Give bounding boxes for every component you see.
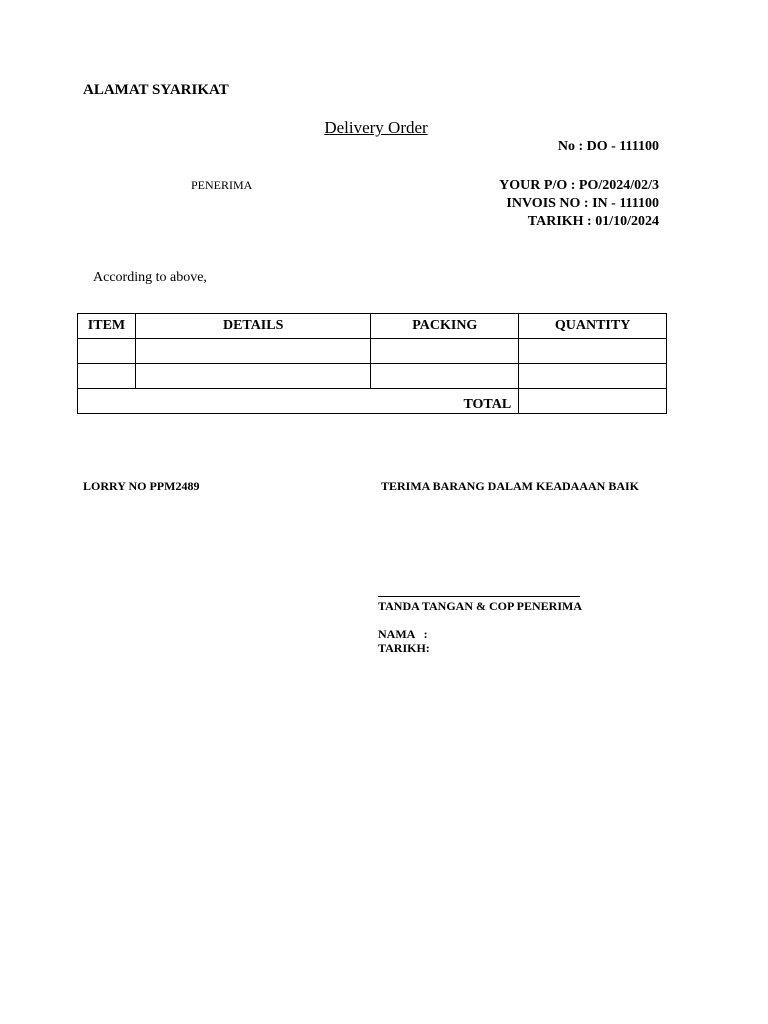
company-address: ALAMAT SYARIKAT [83,82,229,98]
reference-block [499,177,659,231]
total-label: TOTAL [78,389,519,414]
column-header-details: DETAILS [135,314,370,339]
column-header-packing: PACKING [371,314,519,339]
table-cell [519,364,667,389]
receipt-statement: TERIMA BARANG DALAM KEADAAAN BAIK [381,479,640,493]
table-cell [371,364,519,389]
lorry-number: LORRY NO PPM2489 [83,479,200,493]
invoice-number: INVOIS NO : IN - 111100 [506,196,659,211]
column-header-quantity: QUANTITY [519,314,667,339]
table-cell [371,339,519,364]
table-cell [78,339,136,364]
table-row [78,339,667,364]
table-header-row [78,314,667,339]
table-cell [519,339,667,364]
document-title: Delivery Order [324,118,428,137]
total-value [519,389,667,414]
total-row [78,389,667,414]
purchase-order-number: YOUR P/O : PO/2024/02/3 [499,178,659,193]
table-cell [78,364,136,389]
signature-line [378,596,580,597]
date-field-label: TARIKH: [378,641,430,655]
signature-caption: TANDA TANGAN & COP PENERIMA [378,599,583,613]
delivery-order-number: No : DO - 111100 [557,139,659,154]
table-cell [135,364,370,389]
table-row [78,364,667,389]
table-cell [135,339,370,364]
column-header-item: ITEM [78,314,136,339]
intro-text: According to above, [93,270,207,285]
items-table [77,313,667,414]
recipient-label: PENERIMA [191,178,253,192]
document-date: TARIKH : 01/10/2024 [527,214,659,229]
name-field-label: NAMA : [378,627,428,641]
